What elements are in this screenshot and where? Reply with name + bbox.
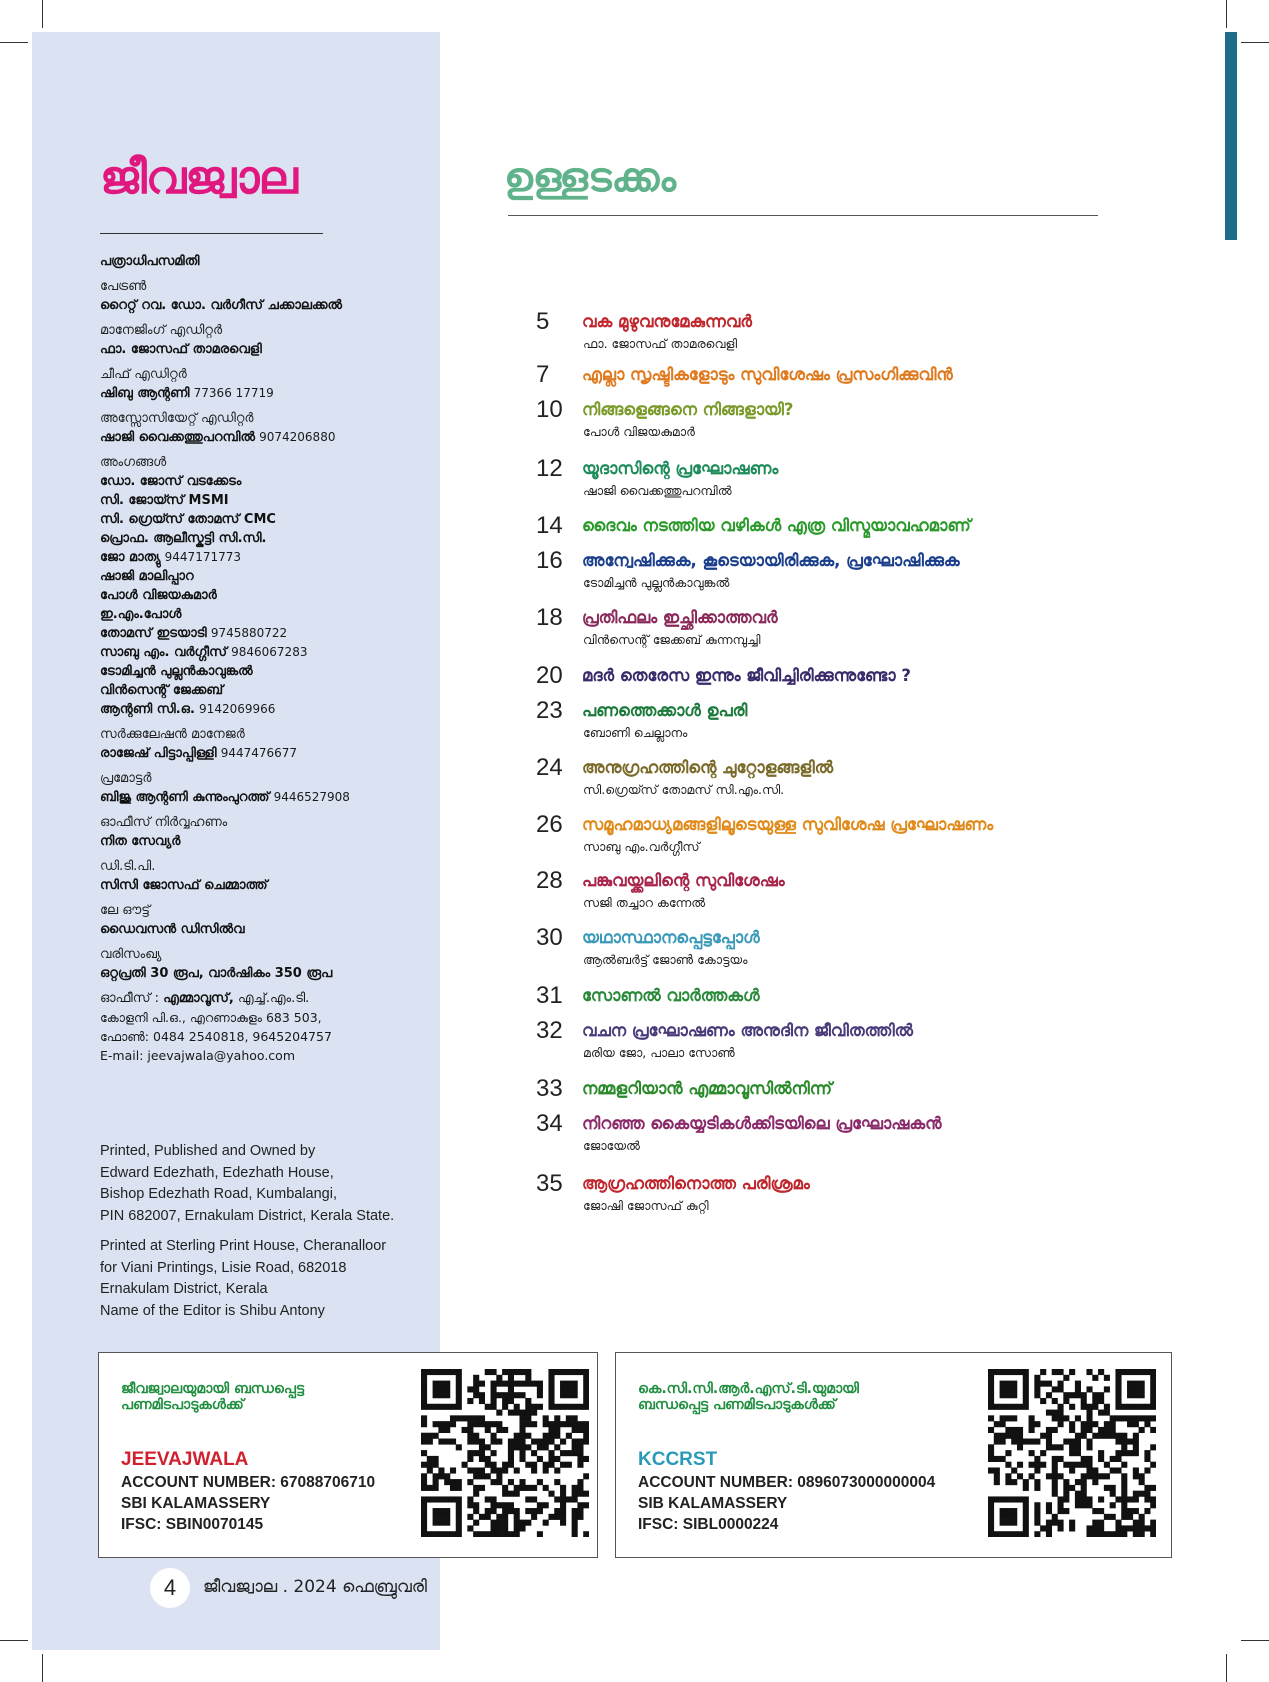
toc-article-title: ദൈവം നടത്തിയ വഴികൾ എത്ര വിസ്മയാവഹമാണ്: [582, 516, 971, 535]
toc-author: ഷാജി വൈക്കത്തുപറമ്പിൽ: [583, 483, 732, 498]
footer-title: ജീവജ്വാല . 2024 ഫെബ്രുവരി: [203, 1577, 427, 1597]
credit-role: ഡി.ടി.പി.: [100, 859, 156, 874]
office-address: [100, 989, 430, 1008]
credit-role: ചീഫ് എഡിറ്റർ: [100, 367, 187, 382]
person-name: തോമസ് ഇടയാടി: [100, 626, 207, 641]
person-name: ടോമിച്ചൻ പുല്ലൻകാവുങ്കൽ: [100, 664, 253, 679]
bank-name: SBI KALAMASSERY: [121, 1495, 271, 1512]
publisher-info: [100, 1141, 420, 1331]
toc-article-title: നമ്മളറിയാൻ എമ്മാവൂസിൽനിന്ന്: [582, 1079, 833, 1098]
credit-person: [100, 681, 430, 700]
person-name: ജോ മാത്യു: [100, 550, 161, 565]
credit-role: വരിസംഖ്യ: [100, 947, 162, 962]
crop-mark: [42, 1654, 43, 1682]
contents-title: ഉള്ളടക്കം: [504, 155, 677, 201]
toc-page-number: 28: [536, 867, 563, 894]
person-name: സിസി ജോസഫ് ചെമ്മാത്ത്: [100, 878, 268, 893]
toc-article-title: നിറഞ്ഞ കൈയ്യടികൾക്കിടയിലെ പ്രഘോഷകൻ: [582, 1114, 942, 1133]
person-name: നിത സേവ്യർ: [100, 834, 181, 849]
credit-role: പേട്രൺ: [100, 279, 147, 294]
phone-number: 9074206880: [259, 430, 336, 444]
toc-article-title: സോണൽ വാർത്തകൾ: [582, 986, 760, 1005]
credit-person: [100, 472, 430, 491]
toc-page-number: 24: [536, 754, 563, 781]
credit-person: [100, 510, 430, 529]
credit-person: [100, 788, 430, 807]
toc-author: മരിയ ജോ, പാലാ സോൺ: [583, 1045, 735, 1060]
office-address-line: കോളനി പി.ഒ., എറണാകുളം 683 503,: [100, 1010, 322, 1025]
phone-number: 9846067283: [231, 645, 308, 659]
credit-role: സർക്കുലേഷൻ മാനേജർ: [100, 727, 245, 742]
credit-role: ഓഫീസ് നിർവ്വഹണം: [100, 815, 228, 830]
toc-page-number: 35: [536, 1170, 563, 1197]
person-name: ഡോ. ജോസ് വടക്കേടം: [100, 474, 242, 489]
toc-page-number: 30: [536, 924, 563, 951]
toc-article-title: അന്വേഷിക്കുക, കൂടെയായിരിക്കുക, പ്രഘോഷിക്കുക: [582, 551, 960, 570]
toc-page-number: 10: [536, 396, 563, 423]
toc-article-title: അനുഗ്രഹത്തിന്റെ ചുറ്റോളങ്ങളിൽ: [582, 758, 834, 777]
toc-page-number: 34: [536, 1110, 563, 1137]
person-name: ആന്റണി സി.ഒ.: [100, 702, 195, 717]
credit-role: പത്രാധിപസമിതി: [100, 254, 200, 269]
toc-article-title: യഥാസ്ഥാനപ്പെട്ടപ്പോൾ: [582, 928, 760, 947]
toc-page-number: 18: [536, 604, 563, 631]
credit-person: [100, 832, 430, 851]
account-box-kccrst: [615, 1352, 1172, 1558]
credit-person: [100, 384, 430, 403]
masthead-credits: [100, 252, 430, 1065]
crop-mark: [0, 42, 28, 43]
phone-number: 9447476677: [220, 746, 298, 760]
toc-article-title: നിങ്ങളെങ്ങനെ നിങ്ങളായി?: [582, 400, 794, 419]
person-name: ഇ.എം.പോൾ: [100, 607, 182, 622]
credit-person: [100, 428, 430, 447]
account-org: KCCRST: [638, 1449, 718, 1470]
credit-person: [100, 920, 430, 939]
credit-person: [100, 964, 430, 983]
crop-mark: [1226, 1654, 1227, 1682]
divider: [508, 215, 1098, 216]
ifsc-code: IFSC: SIBL0000224: [638, 1516, 779, 1533]
office-address-line: ഫോൺ: 0484 2540818, 9645204757: [100, 1029, 332, 1044]
office-name: എമ്മാവൂസ്,: [163, 991, 234, 1006]
toc-author: ബോണി ചെല്ലാനം: [583, 725, 688, 740]
accent-bar: [1225, 32, 1237, 240]
toc-page-number: 33: [536, 1075, 563, 1102]
page-number: 4: [150, 1568, 190, 1608]
account-number: ACCOUNT NUMBER: 67088706710: [121, 1474, 376, 1491]
toc-page-number: 26: [536, 811, 563, 838]
publisher-statement: [100, 1141, 420, 1227]
crop-mark: [0, 1640, 28, 1641]
person-name: സാബു എം. വർഗ്ഗീസ്: [100, 645, 227, 660]
office-email: E-mail: jeevajwala@yahoo.com: [100, 1048, 296, 1063]
person-name: സി. ഗ്രെയ്സ് തോമസ് CMC: [100, 512, 276, 527]
toc-article-title: പങ്കുവയ്ക്കലിന്റെ സുവിശേഷം: [582, 871, 785, 890]
phone-number: 9745880722: [210, 626, 288, 640]
toc-article-title: മദർ തെരേസ ഇന്നും ജീവിച്ചിരിക്കുന്നുണ്ടോ ?: [582, 666, 911, 685]
person-name: ഫാ. ജോസഫ് താമരവെളി: [100, 342, 262, 357]
toc-page-number: 12: [536, 455, 563, 482]
toc-page-number: 14: [536, 512, 563, 539]
account-details: [638, 1472, 935, 1535]
credit-role: മാനേജിംഗ് എഡിറ്റർ: [100, 323, 223, 338]
credit-person: [100, 567, 430, 586]
person-name: ഷിബു ആന്റണി: [100, 386, 190, 401]
divider: [100, 233, 323, 234]
magazine-logo: ജീവജ്വാല: [100, 150, 297, 204]
toc-page-number: 16: [536, 547, 563, 574]
person-name: സി. ജോയ്സ് MSMI: [100, 493, 229, 508]
office-label: ഓഫീസ് :: [100, 991, 164, 1006]
credit-person: [100, 529, 430, 548]
crop-mark: [1241, 42, 1269, 43]
qr-code-icon: [988, 1369, 1156, 1537]
person-name: ഡൈവസൻ ഡിസിൽവ: [100, 922, 245, 937]
toc-author: ടോമിച്ചൻ പുല്ലൻകാവുങ്കൽ: [583, 575, 730, 590]
statement-line: Bishop Edezhath Road, Kumbalangi,: [100, 1186, 337, 1202]
toc-author: വിൻസെന്റ് ജേക്കബ് കുന്നമ്പുച്ചി: [583, 632, 761, 647]
crop-mark: [42, 0, 43, 28]
credit-person: [100, 643, 430, 662]
credit-person: [100, 340, 430, 359]
toc-page-number: 5: [536, 308, 550, 335]
qr-code-icon: [421, 1369, 589, 1537]
toc-article-title: യൂദാസിന്റെ പ്രഘോഷണം: [582, 459, 779, 478]
credit-person: [100, 491, 430, 510]
printer-statement: [100, 1236, 420, 1322]
statement-line: Printed, Published and Owned by: [100, 1143, 316, 1159]
person-name: ഷാജി മാലിപ്പാറ: [100, 569, 194, 584]
toc-author: ജോഷി ജോസഫ് കുറ്റി: [583, 1198, 709, 1213]
crop-mark: [1226, 0, 1227, 28]
crop-mark: [1241, 1640, 1269, 1641]
toc-page-number: 20: [536, 662, 563, 689]
toc-article-title: പണത്തെക്കാൾ ഉപരി: [582, 701, 748, 720]
toc-article-title: എല്ലാ സൃഷ്ടികളോടും സുവിശേഷം പ്രസംഗിക്കുവിൻ: [582, 365, 953, 384]
account-number: ACCOUNT NUMBER: 0896073000000004: [638, 1474, 936, 1491]
toc-author: സജി തച്ചാറ കന്നേൽ: [583, 895, 706, 910]
account-intro: ജീവജ്വാലയുമായി ബന്ധപ്പെട്ട പണമിടപാടുകൾക്ക്: [121, 1381, 305, 1413]
credit-person: [100, 605, 430, 624]
toc-page-number: 32: [536, 1017, 563, 1044]
toc-article-title: വക മുഴുവനുമേകുന്നവർ: [582, 312, 752, 331]
toc-article-title: ആഗ്രഹത്തിനൊത്ത പരിശ്രമം: [582, 1174, 810, 1193]
credit-person: [100, 662, 430, 681]
toc-page-number: 23: [536, 697, 563, 724]
person-name: പോൾ വിജയകുമാർ: [100, 588, 217, 603]
person-name: ഒറ്റപ്രതി 30 രൂപ, വാർഷികം 350 രൂപ: [100, 966, 333, 981]
credit-role: പ്രമോട്ടർ: [100, 771, 152, 786]
toc-author: പോൾ വിജയകുമാർ: [583, 424, 695, 439]
toc-author: ജോയേൽ: [583, 1138, 640, 1153]
credit-person: [100, 876, 430, 895]
toc-article-title: സമൂഹമാധ്യമങ്ങളിലൂടെയുള്ള സുവിശേഷ പ്രഘോഷണം: [582, 815, 994, 834]
credit-person: [100, 700, 430, 719]
credit-role: ലേ ഔട്ട്: [100, 903, 151, 918]
statement-line: PIN 682007, Ernakulam District, Kerala State.: [100, 1207, 395, 1224]
toc-author: സാബു എം.വർഗ്ഗീസ്: [583, 839, 700, 854]
toc-author: സി.ഗ്രെയ്സ് തോമസ് സി.എം.സി.: [583, 782, 785, 797]
statement-line: Ernakulam District, Kerala: [100, 1281, 268, 1297]
person-name: ബിജു ആന്റണി കുന്നുംപുറത്ത്: [100, 790, 270, 805]
statement-line: Printed at Sterling Print House, Cheranalloor: [100, 1238, 387, 1254]
office-area: എച്ച്.എം.ടി.: [233, 991, 310, 1006]
statement-line: Edward Edezhath, Edezhath House,: [100, 1164, 334, 1181]
person-name: ഷാജി വൈക്കത്തുപറമ്പിൽ: [100, 430, 255, 445]
credit-role: അംഗങ്ങൾ: [100, 455, 167, 470]
statement-line: for Viani Printings, Lisie Road, 682018: [100, 1259, 347, 1276]
credit-person: [100, 624, 430, 643]
person-name: റൈറ്റ് റവ. ഡോ. വർഗീസ് ചക്കാലക്കൽ: [100, 298, 342, 313]
credit-person: [100, 586, 430, 605]
toc-article-title: പ്രതിഫലം ഇച്ഛിക്കാത്തവർ: [582, 608, 778, 627]
toc-page-number: 7: [536, 361, 550, 388]
credit-role: അസ്സോസിയേറ്റ് എഡിറ്റർ: [100, 411, 254, 426]
phone-number: 77366 17719: [193, 386, 274, 400]
account-box-jeevajwala: [98, 1352, 598, 1558]
account-intro: കെ.സി.സി.ആർ.എസ്.ടി.യുമായി ബന്ധപ്പെട്ട പണമിടപാടുകൾക്ക്: [638, 1381, 859, 1413]
toc-author: ആൽബർട്ട് ജോൺ കോട്ടയം: [583, 952, 748, 967]
credit-person: [100, 296, 430, 315]
account-org: JEEVAJWALA: [121, 1449, 249, 1470]
person-name: വിൻസെന്റ് ജേക്കബ്: [100, 683, 224, 698]
toc-article-title: വചന പ്രഘോഷണം അനുദിന ജീവിതത്തിൽ: [582, 1021, 914, 1040]
account-details: [121, 1472, 375, 1535]
credit-person: [100, 744, 430, 763]
person-name: പ്രൊഫ. ആലീസ്കുട്ടി സി.സി.: [100, 531, 267, 546]
credit-person: [100, 548, 430, 567]
phone-number: 9142069966: [199, 702, 276, 716]
person-name: രാജേഷ് പിട്ടാപ്പിള്ളി: [100, 746, 217, 761]
phone-number: 9446527908: [273, 790, 350, 804]
statement-line: Name of the Editor is Shibu Antony: [100, 1302, 325, 1319]
phone-number: 9447171773: [164, 550, 242, 564]
ifsc-code: IFSC: SBIN0070145: [121, 1516, 264, 1533]
bank-name: SIB KALAMASSERY: [638, 1495, 788, 1512]
toc-author: ഫാ. ജോസഫ് താമരവെളി: [583, 336, 738, 351]
toc-page-number: 31: [536, 982, 563, 1009]
